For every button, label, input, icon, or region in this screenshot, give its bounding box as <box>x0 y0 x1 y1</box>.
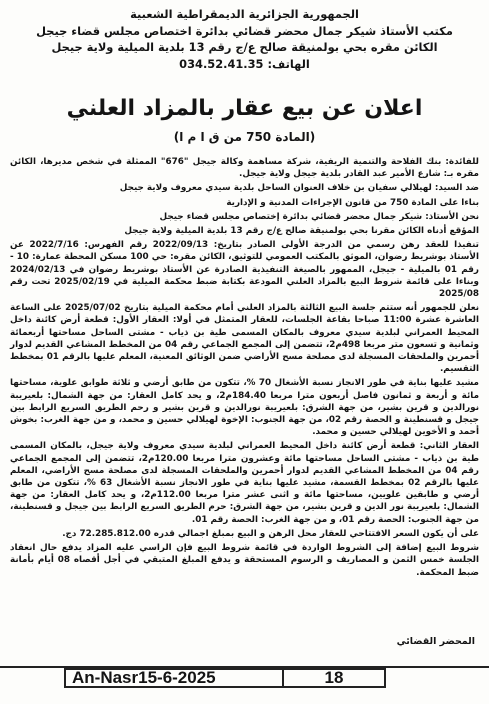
bailiff-office: مكتب الأستاذ شيكر جمال محضر قضائي بدائرة اختصاص مجلس قضاء جيجل <box>36 23 453 38</box>
notice-body <box>10 156 479 581</box>
republic-name: الجمهورية الجزائرية الديمقراطية الشعبية <box>130 7 359 21</box>
paragraph-first-property-building: مشيد عليها بناية في طور الانجاز نسبة الأشغال 70 %، تتكون من طابق أرضي و ثلاثة طوابق علوية، مساحتها مائة و أربعة و ثمانون فاصل أربعون مترا مربعا 184.40م2، و يحد كامل العقار: من جهة الشمال: بلعيريبة نورالدين و قرين بشير، من جهة الشرق: بلعيريبة نورالدين و قرين بشير و رحم الطريق السريع الرابط بين جيجل و قسنطينة و الحصة رقم 02، من جهة الجنوب: الإخوة لهيلالي حسين و محمد، و من جهة الغرب: بخوش أحمد و الأخوين لهيلالي حسين و محمد. <box>10 378 480 438</box>
bailiff-signature: المحضر القضائي <box>396 636 475 647</box>
legal-article-reference: (المادة 750 من ق ا م ا) <box>173 130 316 144</box>
notice-title: اعلان عن بيع عقار بالمزاد العلني <box>66 96 423 121</box>
page-number: 18 <box>324 668 344 687</box>
paragraph-second-property: العقار الثاني: قطعة أرض كائنة داخل المحيط العمراني لبلدية سيدي معروف ولاية جيجل، بالمكان المسمى طية بن ذياب - مشتى الساحل مساحتها مائة وعشرون مترا مربعا 120.00م2، تتضمن إلى المجمع الجماعي رقم 04 من المخطط المشاعي القديم لدوار أحمرين والملحقات المسجلة لدى مصلحة مسح الأراضي، المعلم عليها بالرقم 02 بمخطط القسمة، مشيد عليها بناية في طور الانجاز نسبة الأشغال 63 %، تتكون من طابق أرضي و طابقين علويين، مساحتها مائة و اثنى عشر مترا مربعا 112.00م2، و يحد كامل العقار: من جهة الشمال: بلعيريبة نور الدين و قرين بشير، من جهة الشرق: حرم الطريق السريع الرابط بين جيجل و قسنطينة، من جهة الجنوب: الحصة رقم 01، و من جهة الغرب: الحصة رقم 01. <box>10 441 479 525</box>
paragraph-beneficiary: للفائدة: بنك الفلاحة والتنمية الريفية، شركة مساهمة وكالة جيجل "676" الممثلة في شخص مديرها، الكائن مقره بـ: شارع الأمير عبد القادر بلدية جيجل ولاية جيجل. <box>10 157 479 180</box>
paragraph-bailiff: نحن الأستاذ: شيكر جمال محضر قضائي بدائرة إختصاص مجلس قضاء جيجل <box>159 211 479 222</box>
office-phone: الهاتف: 034.52.41.35 <box>179 56 310 71</box>
paragraph-against: ضد السيد: لهيلالي سفيان بن خلاف العنوان الساحل بلدية سيدي معروف ولاية جيجل <box>119 183 479 194</box>
newspaper-date: An-Nasr15-6-2025 <box>72 668 216 687</box>
paragraph-sale-conditions: شروط البيع إضافة إلى الشروط الواردة في قائمة شروط البيع فإن الراسي عليه المزاد يدفع حال انعقاد الجلسة خمس الثمن و المصاريف و الرسوم المستحقة و يدفع المبلغ المتبقي في أجل أقصاه 08 أيام بأمانة ضبط المحكمة. <box>10 543 479 578</box>
paragraph-legal-basis: بناءا على المادة 750 من قانون الإجراءات المدنية و الإدارية <box>226 197 479 208</box>
paragraph-auction-session: نعلن للجمهور أنه ستتم جلسة البيع الثالثة بالمزاد العلني أمام محكمة الميلية بتاريخ 2025/07/02 على الساعة العاشرة عشرة 11:00 صباحا بقاعة الجلسات، للعقار المتمثل في أولا: العقار الأول: قطعة أرض كائنة داخل المحيط العمراني لبلدية سيدي معروف بالمكان المسمى طية بن ذياب - مشتى الساحل مساحتها أربعمائة وثمانية و تسعون متر مربعا 498م2، تتضمن إلى المجمع الجماعي رقم 04 من المخطط المشاعي القديم لدوار أحمرين والملحقات المسجلة لدى مصلحة مسح الأراضي ضمن الوثائق المعنية، المعلم عليها بالرقم 01 بمخطط التقسيم. <box>10 303 479 375</box>
notice-header <box>10 6 479 72</box>
paragraph-execution-deed: تنفيذا للعقد رهن رسمي من الدرجة الأولى الصادر بتاريخ: 2022/09/13 رقم الفهرس: 2022/7/16 عن الأستاذ بوشريط رضوان، الموثق بالمكتب العمومي للتوثيق، الكائن مقره: حي 100 مسكن المحطة عمارة: 10 - رقم 01 بالميلية - جيجل، الممهور بالصيغة التنفيذية الصادرة عن الأستاذ بوشريط رضوان في 2024/02/13 وبناءا على قائمة شروط البيع بالمزاد العلني المودعة بكتابة ضبط محكمة الميلية في 2025/02/19 تحت رقم 2025/08 <box>10 240 480 300</box>
office-address: الكائن مقره بحي بولمنيقة صالح ع/ج رقم 13 بلدية الميلية ولاية جيجل <box>51 40 438 54</box>
paragraph-opening-price: على أن يكون السعر الافتتاحي للعقار محل الرهن و البيع بمبلغ اجمالي قدره 72.285.812.00 دج. <box>62 528 479 539</box>
paragraph-bailiff-address: المؤقع أدناه الكائن مقرنا بحي بولمنيقة صالح ع/ج رقم 13 بلدية الميلية ولاية جيجل <box>124 226 479 237</box>
page-footer <box>64 668 386 688</box>
